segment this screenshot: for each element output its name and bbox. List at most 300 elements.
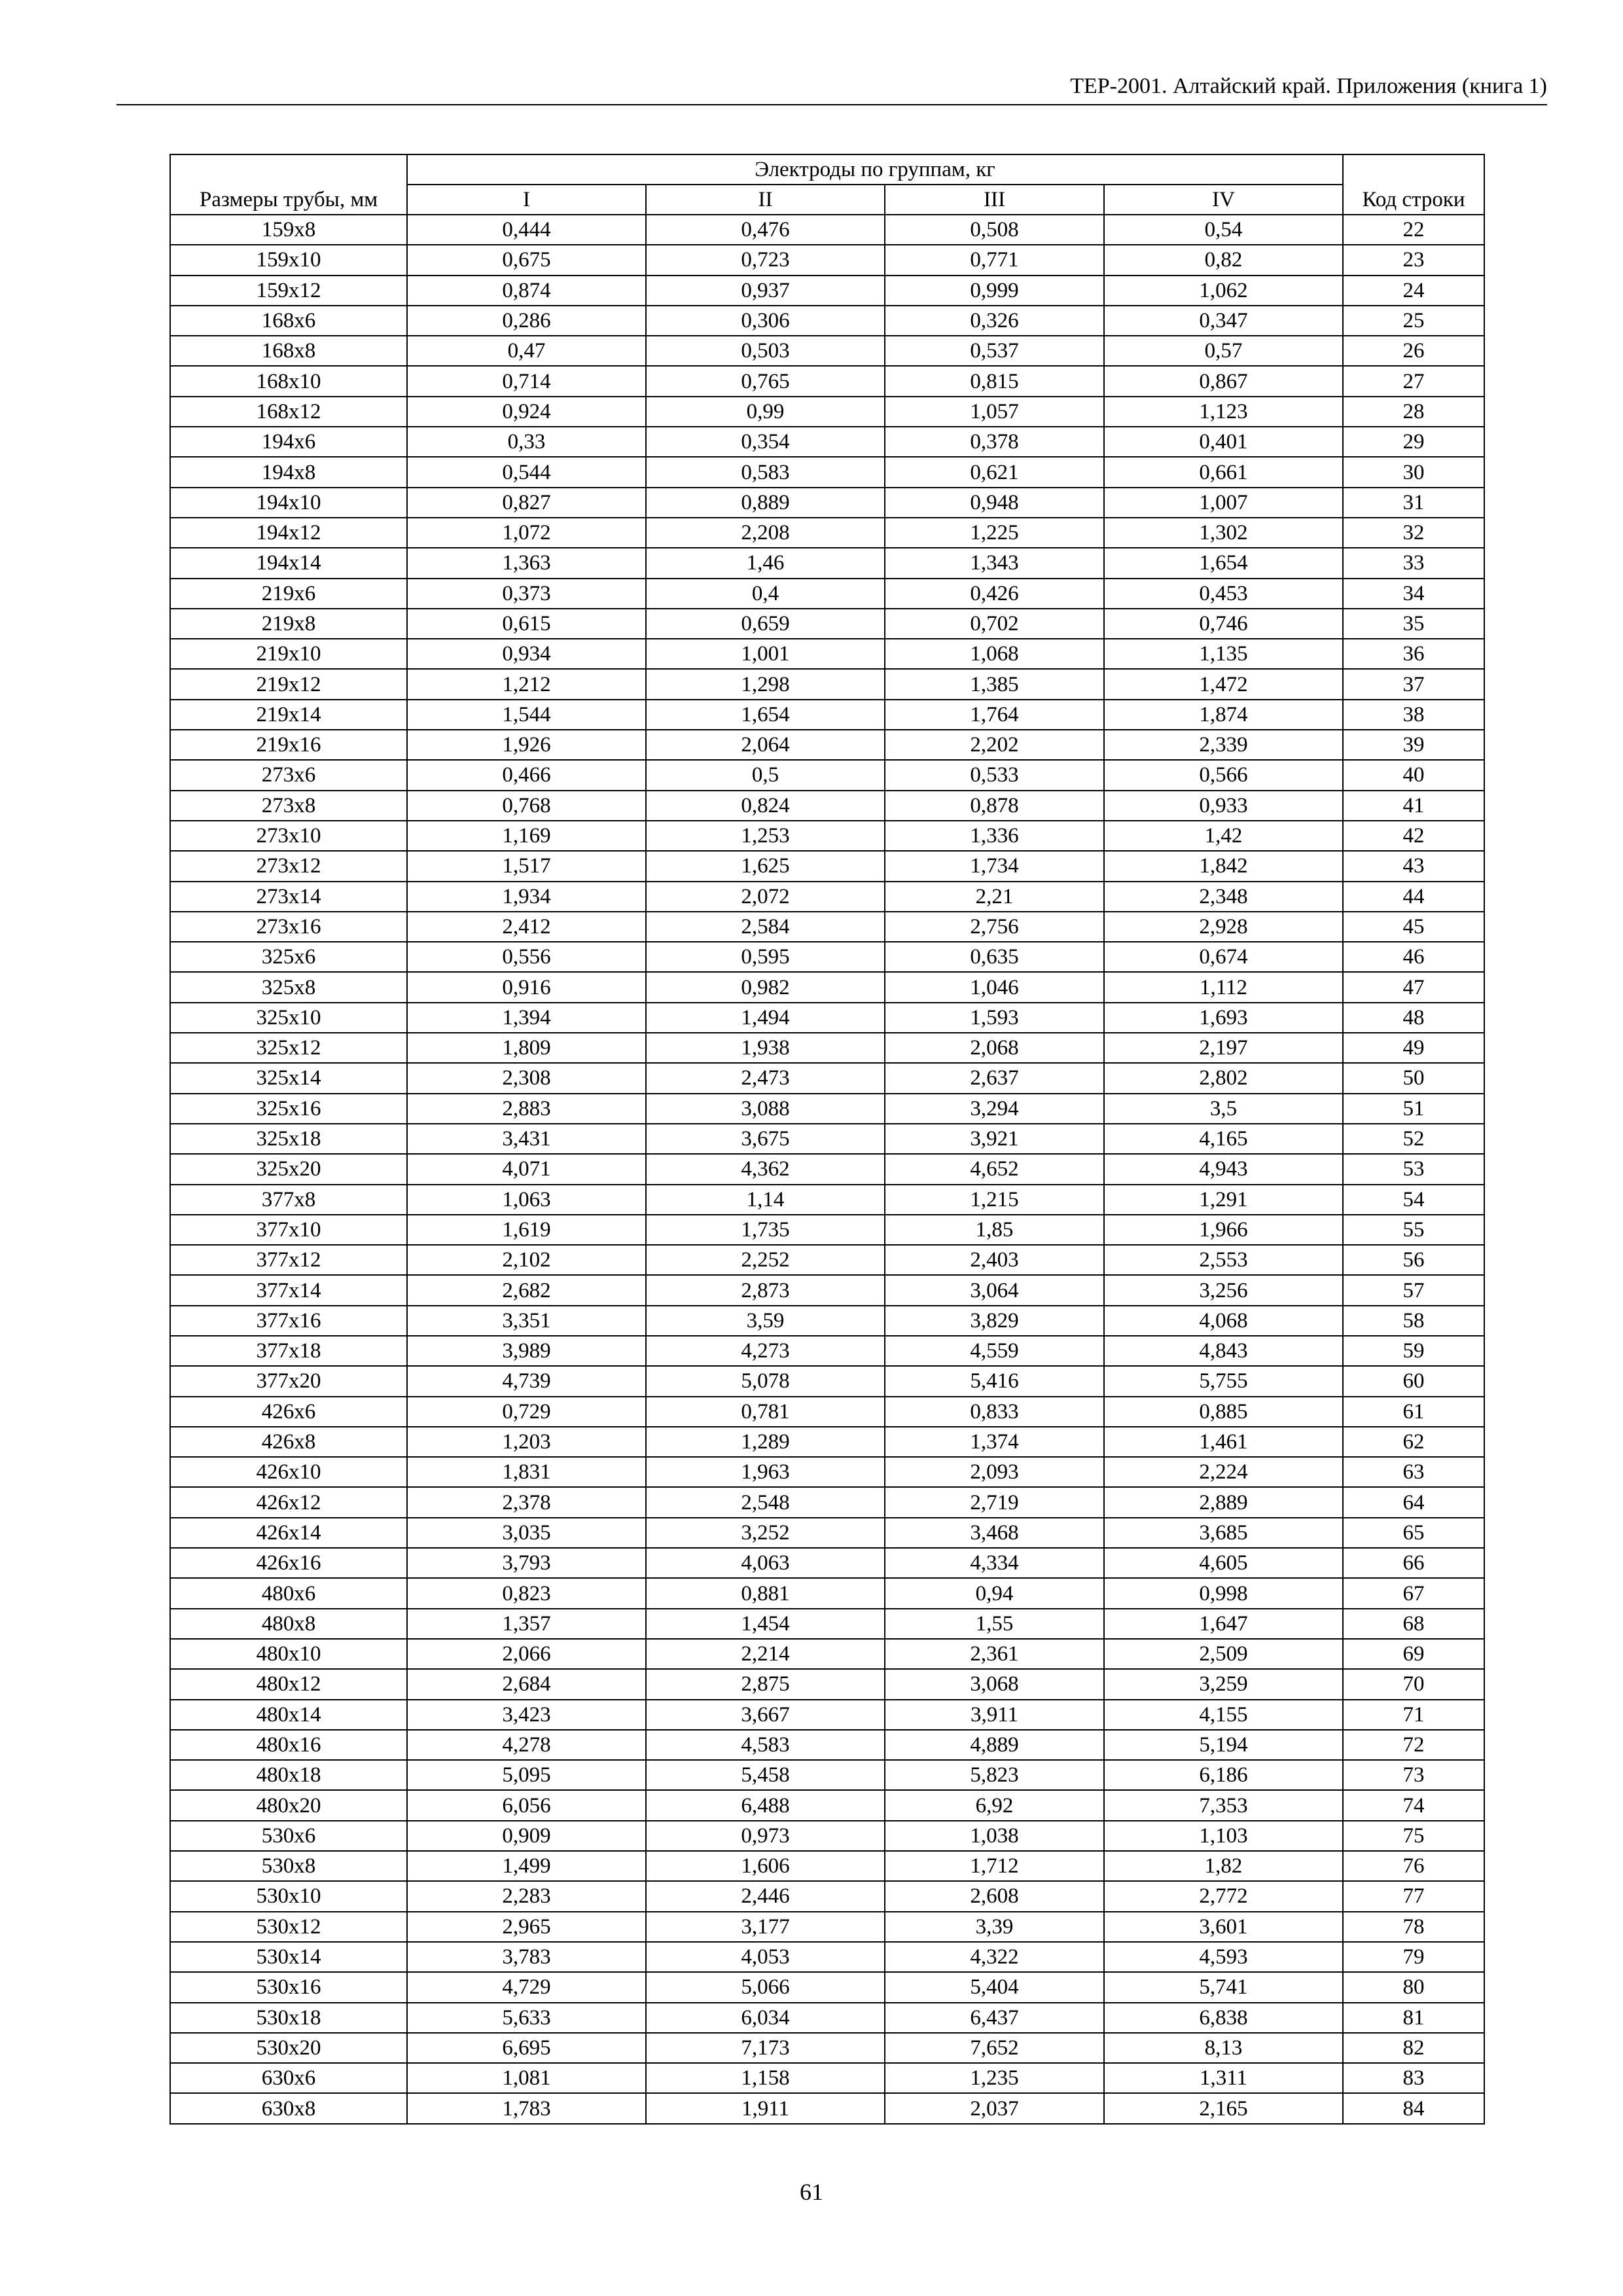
- cell-row-code: 56: [1343, 1245, 1484, 1275]
- cell-row-code: 26: [1343, 336, 1484, 366]
- cell-group-1: 1,517: [407, 851, 646, 881]
- table-row: [170, 1730, 1484, 1760]
- cell-group-4: 2,165: [1104, 2093, 1343, 2123]
- cell-row-code: 44: [1343, 882, 1484, 912]
- cell-pipe-size: 480x6: [170, 1578, 407, 1608]
- cell-pipe-size: 219x6: [170, 579, 407, 609]
- column-header-group-1: I: [407, 185, 646, 215]
- cell-pipe-size: 273x8: [170, 791, 407, 821]
- cell-row-code: 74: [1343, 1790, 1484, 1820]
- cell-group-1: 0,729: [407, 1397, 646, 1427]
- cell-group-2: 4,362: [646, 1154, 885, 1184]
- cell-row-code: 50: [1343, 1063, 1484, 1093]
- cell-group-4: 5,194: [1104, 1730, 1343, 1760]
- cell-row-code: 72: [1343, 1730, 1484, 1760]
- cell-pipe-size: 194x8: [170, 457, 407, 487]
- cell-group-3: 2,037: [885, 2093, 1104, 2123]
- cell-pipe-size: 325x14: [170, 1063, 407, 1093]
- cell-row-code: 61: [1343, 1397, 1484, 1427]
- table-row: [170, 1760, 1484, 1790]
- cell-group-3: 6,437: [885, 2003, 1104, 2033]
- table-row: [170, 1669, 1484, 1699]
- cell-group-1: 0,827: [407, 488, 646, 518]
- table-row: [170, 1094, 1484, 1124]
- cell-pipe-size: 377x20: [170, 1366, 407, 1396]
- cell-group-1: 1,212: [407, 669, 646, 699]
- cell-group-2: 4,063: [646, 1548, 885, 1578]
- cell-group-4: 5,741: [1104, 1972, 1343, 2002]
- cell-row-code: 48: [1343, 1003, 1484, 1033]
- cell-group-2: 2,473: [646, 1063, 885, 1093]
- cell-row-code: 28: [1343, 397, 1484, 427]
- table-row: [170, 1306, 1484, 1336]
- cell-group-1: 0,874: [407, 276, 646, 306]
- cell-group-4: 1,311: [1104, 2063, 1343, 2093]
- cell-row-code: 64: [1343, 1487, 1484, 1517]
- page-number: 61: [800, 2179, 823, 2205]
- cell-group-4: 0,885: [1104, 1397, 1343, 1427]
- cell-pipe-size: 377x12: [170, 1245, 407, 1275]
- table-row: [170, 1912, 1484, 1942]
- cell-group-3: 4,889: [885, 1730, 1104, 1760]
- cell-group-1: 2,883: [407, 1094, 646, 1124]
- cell-group-1: 1,363: [407, 548, 646, 578]
- cell-group-1: 4,278: [407, 1730, 646, 1760]
- cell-row-code: 71: [1343, 1700, 1484, 1730]
- cell-group-3: 3,829: [885, 1306, 1104, 1336]
- cell-group-3: 3,064: [885, 1275, 1104, 1305]
- cell-group-3: 2,637: [885, 1063, 1104, 1093]
- cell-row-code: 33: [1343, 548, 1484, 578]
- cell-group-2: 1,253: [646, 821, 885, 851]
- cell-row-code: 77: [1343, 1881, 1484, 1911]
- cell-pipe-size: 325x16: [170, 1094, 407, 1124]
- cell-group-3: 1,374: [885, 1427, 1104, 1457]
- electrode-table: [169, 154, 1485, 2125]
- cell-pipe-size: 325x18: [170, 1124, 407, 1154]
- cell-group-3: 6,92: [885, 1790, 1104, 1820]
- cell-group-3: 2,756: [885, 912, 1104, 942]
- cell-pipe-size: 480x18: [170, 1760, 407, 1790]
- table-row: [170, 1215, 1484, 1245]
- cell-group-4: 4,843: [1104, 1336, 1343, 1366]
- cell-group-3: 0,815: [885, 366, 1104, 396]
- cell-group-1: 1,809: [407, 1033, 646, 1063]
- cell-group-3: 0,378: [885, 427, 1104, 457]
- cell-group-2: 1,289: [646, 1427, 885, 1457]
- cell-pipe-size: 480x14: [170, 1700, 407, 1730]
- cell-group-2: 0,982: [646, 972, 885, 1002]
- cell-group-1: 0,33: [407, 427, 646, 457]
- cell-pipe-size: 168x12: [170, 397, 407, 427]
- cell-pipe-size: 273x16: [170, 912, 407, 942]
- cell-group-4: 3,5: [1104, 1094, 1343, 1124]
- cell-pipe-size: 377x16: [170, 1306, 407, 1336]
- table-row: [170, 518, 1484, 548]
- cell-group-3: 4,334: [885, 1548, 1104, 1578]
- cell-group-2: 2,252: [646, 1245, 885, 1275]
- table-row: [170, 791, 1484, 821]
- cell-pipe-size: 426x10: [170, 1457, 407, 1487]
- cell-group-1: 5,095: [407, 1760, 646, 1790]
- cell-group-1: 1,544: [407, 700, 646, 730]
- cell-group-4: 1,654: [1104, 548, 1343, 578]
- cell-row-code: 52: [1343, 1124, 1484, 1154]
- cell-group-3: 4,559: [885, 1336, 1104, 1366]
- cell-pipe-size: 377x10: [170, 1215, 407, 1245]
- table-row: [170, 245, 1484, 275]
- table-row: [170, 760, 1484, 790]
- cell-group-3: 1,85: [885, 1215, 1104, 1245]
- table-row: [170, 276, 1484, 306]
- cell-group-2: 0,973: [646, 1821, 885, 1851]
- cell-group-4: 4,943: [1104, 1154, 1343, 1184]
- cell-row-code: 30: [1343, 457, 1484, 487]
- cell-group-1: 0,675: [407, 245, 646, 275]
- cell-group-2: 0,306: [646, 306, 885, 336]
- cell-group-4: 1,112: [1104, 972, 1343, 1002]
- cell-row-code: 68: [1343, 1609, 1484, 1639]
- cell-pipe-size: 273x12: [170, 851, 407, 881]
- table-row: [170, 215, 1484, 245]
- cell-group-1: 0,924: [407, 397, 646, 427]
- cell-group-2: 6,034: [646, 2003, 885, 2033]
- table-row: [170, 579, 1484, 609]
- cell-pipe-size: 426x16: [170, 1548, 407, 1578]
- table-row: [170, 1275, 1484, 1305]
- cell-row-code: 45: [1343, 912, 1484, 942]
- cell-pipe-size: 530x6: [170, 1821, 407, 1851]
- cell-group-3: 1,55: [885, 1609, 1104, 1639]
- cell-group-1: 1,081: [407, 2063, 646, 2093]
- cell-row-code: 60: [1343, 1366, 1484, 1396]
- table-row: [170, 1063, 1484, 1093]
- cell-group-2: 0,583: [646, 457, 885, 487]
- cell-group-4: 1,647: [1104, 1609, 1343, 1639]
- cell-group-2: 0,889: [646, 488, 885, 518]
- cell-group-2: 0,723: [646, 245, 885, 275]
- cell-group-2: 4,053: [646, 1942, 885, 1972]
- cell-row-code: 47: [1343, 972, 1484, 1002]
- cell-row-code: 35: [1343, 609, 1484, 639]
- cell-group-2: 2,873: [646, 1275, 885, 1305]
- cell-group-2: 1,911: [646, 2093, 885, 2123]
- column-header-group-3: III: [885, 185, 1104, 215]
- cell-group-3: 1,038: [885, 1821, 1104, 1851]
- cell-group-1: 1,357: [407, 1609, 646, 1639]
- cell-pipe-size: 530x14: [170, 1942, 407, 1972]
- table-row: [170, 2093, 1484, 2123]
- cell-group-4: 2,772: [1104, 1881, 1343, 1911]
- cell-group-2: 1,14: [646, 1185, 885, 1215]
- cell-group-2: 5,458: [646, 1760, 885, 1790]
- table-row: [170, 882, 1484, 912]
- cell-row-code: 76: [1343, 1851, 1484, 1881]
- cell-group-4: 3,259: [1104, 1669, 1343, 1699]
- cell-group-1: 2,965: [407, 1912, 646, 1942]
- cell-group-3: 2,202: [885, 730, 1104, 760]
- cell-group-4: 2,224: [1104, 1457, 1343, 1487]
- cell-group-3: 0,426: [885, 579, 1104, 609]
- cell-group-1: 0,615: [407, 609, 646, 639]
- cell-row-code: 49: [1343, 1033, 1484, 1063]
- cell-group-2: 5,078: [646, 1366, 885, 1396]
- cell-group-2: 2,072: [646, 882, 885, 912]
- cell-group-2: 3,177: [646, 1912, 885, 1942]
- cell-row-code: 31: [1343, 488, 1484, 518]
- cell-pipe-size: 480x20: [170, 1790, 407, 1820]
- cell-group-2: 2,548: [646, 1487, 885, 1517]
- cell-row-code: 55: [1343, 1215, 1484, 1245]
- cell-pipe-size: 530x16: [170, 1972, 407, 2002]
- cell-pipe-size: 273x10: [170, 821, 407, 851]
- cell-group-2: 3,675: [646, 1124, 885, 1154]
- cell-pipe-size: 480x10: [170, 1639, 407, 1669]
- cell-group-2: 0,99: [646, 397, 885, 427]
- cell-group-2: 2,208: [646, 518, 885, 548]
- cell-group-2: 0,595: [646, 942, 885, 972]
- cell-group-4: 6,186: [1104, 1760, 1343, 1790]
- cell-group-1: 0,714: [407, 366, 646, 396]
- cell-row-code: 73: [1343, 1760, 1484, 1790]
- cell-group-4: 4,165: [1104, 1124, 1343, 1154]
- cell-group-4: 4,155: [1104, 1700, 1343, 1730]
- cell-group-4: 6,838: [1104, 2003, 1343, 2033]
- cell-group-4: 0,661: [1104, 457, 1343, 487]
- cell-pipe-size: 273x14: [170, 882, 407, 912]
- cell-group-3: 4,322: [885, 1942, 1104, 1972]
- cell-group-4: 1,007: [1104, 488, 1343, 518]
- cell-row-code: 25: [1343, 306, 1484, 336]
- cell-group-2: 6,488: [646, 1790, 885, 1820]
- cell-group-1: 0,916: [407, 972, 646, 1002]
- cell-row-code: 46: [1343, 942, 1484, 972]
- cell-row-code: 70: [1343, 1669, 1484, 1699]
- cell-group-1: 0,823: [407, 1578, 646, 1608]
- cell-pipe-size: 159x8: [170, 215, 407, 245]
- table-row: [170, 1003, 1484, 1033]
- cell-pipe-size: 168x6: [170, 306, 407, 336]
- cell-group-1: 0,544: [407, 457, 646, 487]
- cell-group-1: 0,768: [407, 791, 646, 821]
- table-row: [170, 1851, 1484, 1881]
- cell-group-3: 0,533: [885, 760, 1104, 790]
- table-row: [170, 488, 1484, 518]
- cell-pipe-size: 426x8: [170, 1427, 407, 1457]
- table-row: [170, 669, 1484, 699]
- table-row: [170, 366, 1484, 396]
- cell-group-3: 2,361: [885, 1639, 1104, 1669]
- cell-group-3: 1,068: [885, 639, 1104, 669]
- cell-group-1: 0,47: [407, 336, 646, 366]
- cell-group-2: 3,088: [646, 1094, 885, 1124]
- running-header: ТЕР-2001. Алтайский край. Приложения (книга 1): [1070, 74, 1547, 98]
- cell-row-code: 80: [1343, 1972, 1484, 2002]
- cell-group-3: 0,537: [885, 336, 1104, 366]
- cell-group-1: 1,394: [407, 1003, 646, 1033]
- cell-group-1: 1,063: [407, 1185, 646, 1215]
- table-row: [170, 1548, 1484, 1578]
- cell-group-3: 1,712: [885, 1851, 1104, 1881]
- cell-group-4: 1,693: [1104, 1003, 1343, 1033]
- cell-group-4: 3,685: [1104, 1518, 1343, 1548]
- table-row: [170, 2033, 1484, 2063]
- cell-group-3: 0,999: [885, 276, 1104, 306]
- cell-group-1: 0,373: [407, 579, 646, 609]
- cell-group-4: 0,998: [1104, 1578, 1343, 1608]
- cell-pipe-size: 630x6: [170, 2063, 407, 2093]
- cell-group-2: 0,354: [646, 427, 885, 457]
- cell-row-code: 78: [1343, 1912, 1484, 1942]
- cell-group-2: 0,881: [646, 1578, 885, 1608]
- cell-group-4: 0,347: [1104, 306, 1343, 336]
- table-row: [170, 548, 1484, 578]
- cell-row-code: 62: [1343, 1427, 1484, 1457]
- cell-group-1: 3,783: [407, 1942, 646, 1972]
- cell-pipe-size: 530x20: [170, 2033, 407, 2063]
- cell-pipe-size: 219x12: [170, 669, 407, 699]
- cell-group-1: 3,035: [407, 1518, 646, 1548]
- cell-group-1: 2,378: [407, 1487, 646, 1517]
- cell-group-4: 0,82: [1104, 245, 1343, 275]
- cell-group-4: 0,57: [1104, 336, 1343, 366]
- cell-group-2: 2,446: [646, 1881, 885, 1911]
- cell-row-code: 36: [1343, 639, 1484, 669]
- cell-pipe-size: 168x8: [170, 336, 407, 366]
- cell-group-4: 3,256: [1104, 1275, 1343, 1305]
- cell-pipe-size: 377x18: [170, 1336, 407, 1366]
- table-row: [170, 1185, 1484, 1215]
- table-row: [170, 1397, 1484, 1427]
- cell-group-1: 1,203: [407, 1427, 646, 1457]
- cell-group-2: 1,454: [646, 1609, 885, 1639]
- cell-group-4: 0,566: [1104, 760, 1343, 790]
- cell-group-4: 1,103: [1104, 1821, 1343, 1851]
- cell-row-code: 51: [1343, 1094, 1484, 1124]
- cell-pipe-size: 194x12: [170, 518, 407, 548]
- cell-group-1: 2,308: [407, 1063, 646, 1093]
- cell-group-4: 4,068: [1104, 1306, 1343, 1336]
- table-row: [170, 1124, 1484, 1154]
- table-row: [170, 2063, 1484, 2093]
- cell-pipe-size: 377x8: [170, 1185, 407, 1215]
- cell-group-3: 1,593: [885, 1003, 1104, 1033]
- cell-group-1: 0,556: [407, 942, 646, 972]
- cell-group-4: 0,746: [1104, 609, 1343, 639]
- table-row: [170, 1881, 1484, 1911]
- cell-group-3: 1,057: [885, 397, 1104, 427]
- cell-group-2: 3,59: [646, 1306, 885, 1336]
- cell-group-4: 2,339: [1104, 730, 1343, 760]
- cell-group-3: 2,21: [885, 882, 1104, 912]
- table-row: [170, 427, 1484, 457]
- cell-group-4: 2,197: [1104, 1033, 1343, 1063]
- table-row: [170, 1518, 1484, 1548]
- cell-group-2: 1,735: [646, 1215, 885, 1245]
- cell-pipe-size: 325x6: [170, 942, 407, 972]
- cell-row-code: 67: [1343, 1578, 1484, 1608]
- cell-group-2: 0,659: [646, 609, 885, 639]
- column-header-group-4: IV: [1104, 185, 1343, 215]
- table-row: [170, 942, 1484, 972]
- cell-group-4: 1,874: [1104, 700, 1343, 730]
- cell-group-2: 1,606: [646, 1851, 885, 1881]
- cell-group-2: 4,273: [646, 1336, 885, 1366]
- cell-group-4: 7,353: [1104, 1790, 1343, 1820]
- table-row: [170, 1154, 1484, 1184]
- cell-pipe-size: 530x10: [170, 1881, 407, 1911]
- cell-row-code: 65: [1343, 1518, 1484, 1548]
- cell-group-2: 5,066: [646, 1972, 885, 2002]
- cell-group-4: 2,553: [1104, 1245, 1343, 1275]
- cell-group-3: 5,416: [885, 1366, 1104, 1396]
- cell-group-2: 0,4: [646, 579, 885, 609]
- cell-group-2: 1,158: [646, 2063, 885, 2093]
- cell-group-1: 0,286: [407, 306, 646, 336]
- cell-group-1: 2,682: [407, 1275, 646, 1305]
- cell-pipe-size: 480x12: [170, 1669, 407, 1699]
- cell-group-3: 0,771: [885, 245, 1104, 275]
- cell-row-code: 54: [1343, 1185, 1484, 1215]
- cell-group-4: 0,54: [1104, 215, 1343, 245]
- cell-row-code: 41: [1343, 791, 1484, 821]
- cell-pipe-size: 426x6: [170, 1397, 407, 1427]
- cell-row-code: 40: [1343, 760, 1484, 790]
- cell-pipe-size: 480x8: [170, 1609, 407, 1639]
- cell-row-code: 82: [1343, 2033, 1484, 2063]
- cell-pipe-size: 530x18: [170, 2003, 407, 2033]
- cell-group-1: 2,684: [407, 1669, 646, 1699]
- cell-group-2: 1,298: [646, 669, 885, 699]
- cell-group-4: 5,755: [1104, 1366, 1343, 1396]
- cell-group-2: 1,654: [646, 700, 885, 730]
- cell-group-1: 0,444: [407, 215, 646, 245]
- cell-group-2: 2,584: [646, 912, 885, 942]
- table-row: [170, 1336, 1484, 1366]
- table-row: [170, 1033, 1484, 1063]
- table-row: [170, 851, 1484, 881]
- cell-group-2: 3,252: [646, 1518, 885, 1548]
- cell-pipe-size: 219x16: [170, 730, 407, 760]
- cell-pipe-size: 325x10: [170, 1003, 407, 1033]
- cell-group-3: 0,326: [885, 306, 1104, 336]
- cell-group-2: 0,5: [646, 760, 885, 790]
- cell-group-2: 0,476: [646, 215, 885, 245]
- cell-pipe-size: 194x14: [170, 548, 407, 578]
- cell-group-3: 1,343: [885, 548, 1104, 578]
- cell-row-code: 38: [1343, 700, 1484, 730]
- cell-group-1: 0,466: [407, 760, 646, 790]
- cell-row-code: 23: [1343, 245, 1484, 275]
- cell-group-2: 0,824: [646, 791, 885, 821]
- cell-group-3: 3,39: [885, 1912, 1104, 1942]
- cell-group-1: 4,739: [407, 1366, 646, 1396]
- cell-row-code: 63: [1343, 1457, 1484, 1487]
- table-row: [170, 639, 1484, 669]
- table-row: [170, 2003, 1484, 2033]
- cell-group-2: 2,875: [646, 1669, 885, 1699]
- cell-pipe-size: 219x10: [170, 639, 407, 669]
- cell-group-2: 2,214: [646, 1639, 885, 1669]
- cell-group-1: 2,283: [407, 1881, 646, 1911]
- cell-group-2: 1,46: [646, 548, 885, 578]
- cell-row-code: 66: [1343, 1548, 1484, 1578]
- cell-group-4: 1,302: [1104, 518, 1343, 548]
- cell-row-code: 83: [1343, 2063, 1484, 2093]
- table-row: [170, 700, 1484, 730]
- cell-row-code: 42: [1343, 821, 1484, 851]
- cell-group-4: 0,401: [1104, 427, 1343, 457]
